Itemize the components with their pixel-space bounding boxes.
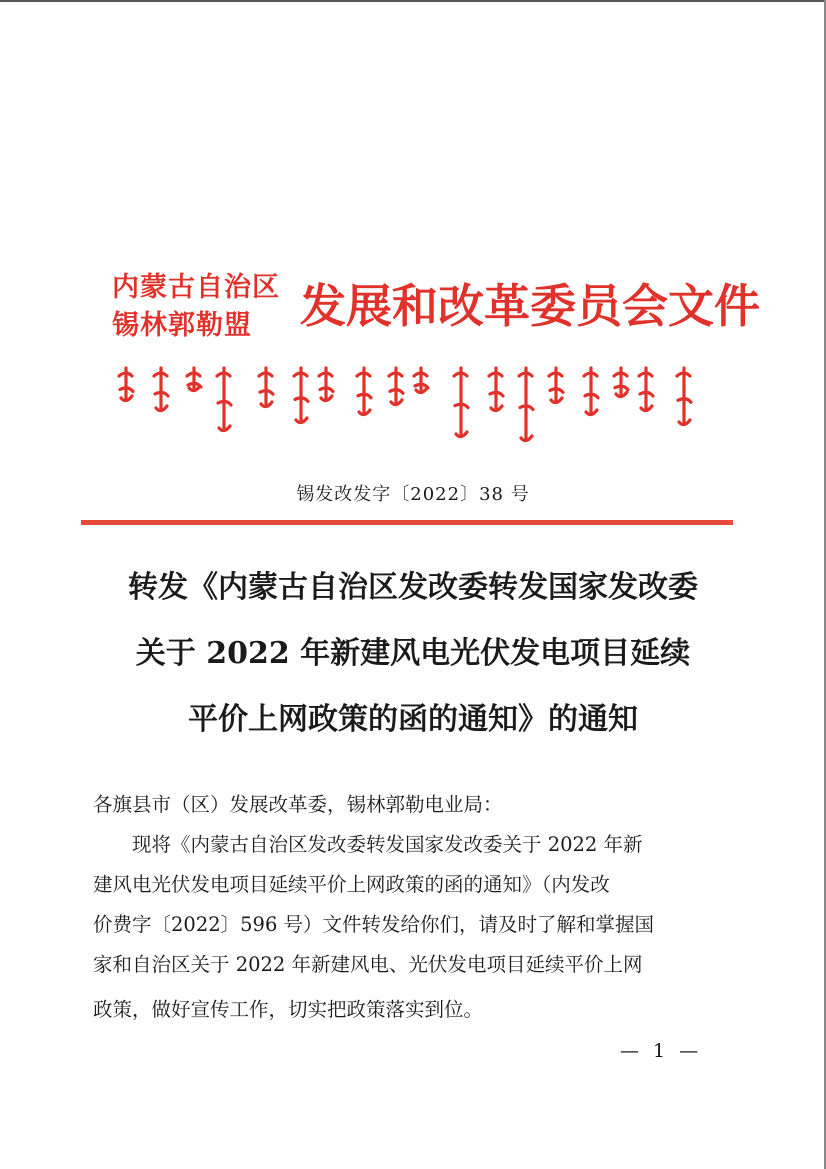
mongolian-glyph-stroke [319,368,333,401]
org-name-line2: 锡林郭勒盟 [112,310,252,341]
mongolian-glyph-stroke [489,368,503,411]
document-title-line2: 关于 2022 年新建风电光伏发电项目延续 [135,636,691,671]
salutation: 各旗县市（区）发展改革委，锡林郭勒电业局： [93,793,503,816]
mongolian-glyph-stroke [259,368,273,407]
mongolian-glyph-stroke [639,368,653,411]
mongolian-glyph-stroke [294,368,308,423]
mongolian-glyph-stroke [414,368,428,393]
mongolian-glyph-stroke [217,368,231,431]
header-red-rule [81,520,733,525]
mongolian-glyph-stroke [584,368,598,415]
mongolian-glyph-stroke [614,368,628,397]
body-line-1: 现将《内蒙古自治区发改委转发国家发改委关于 2022 年新 [132,833,643,856]
page-number: — 1 — [620,1040,703,1062]
mongolian-glyph-stroke [389,368,403,405]
mongolian-glyph-stroke [549,368,563,403]
org-name-main: 发展和改革委员会文件 [300,279,760,333]
scan-top-edge [0,0,826,2]
mongolian-glyph-stroke [677,368,691,425]
body-line-5: 政策，做好宣传工作，切实把政策落实到位。 [93,998,484,1021]
body-line-4: 家和自治区关于 2022 年新建风电、光伏发电项目延续平价上网 [93,953,643,976]
mongolian-glyph-stroke [119,368,133,401]
document-title-line1: 转发《内蒙古自治区发改委转发国家发改委 [128,570,698,605]
body-line-3: 价费字〔2022〕596 号）文件转发给你们，请及时了解和掌握国 [93,913,655,936]
body-line-2: 建风电光伏发电项目延续平价上网政策的函的通知》（内发改 [93,873,610,896]
document-number: 锡发改发字〔2022〕38 号 [296,484,530,505]
mongolian-glyph-stroke [454,368,468,437]
mongolian-script-icon [116,362,700,452]
document-title-line3: 平价上网政策的函的通知》的通知 [188,702,638,737]
document-header [112,268,760,348]
mongolian-glyph-stroke [154,368,168,411]
mongolian-glyph-stroke [187,368,201,391]
mongolian-glyph-stroke [357,368,371,415]
mongolian-glyph-stroke [519,368,533,441]
org-name-line1: 内蒙古自治区 [112,272,280,303]
